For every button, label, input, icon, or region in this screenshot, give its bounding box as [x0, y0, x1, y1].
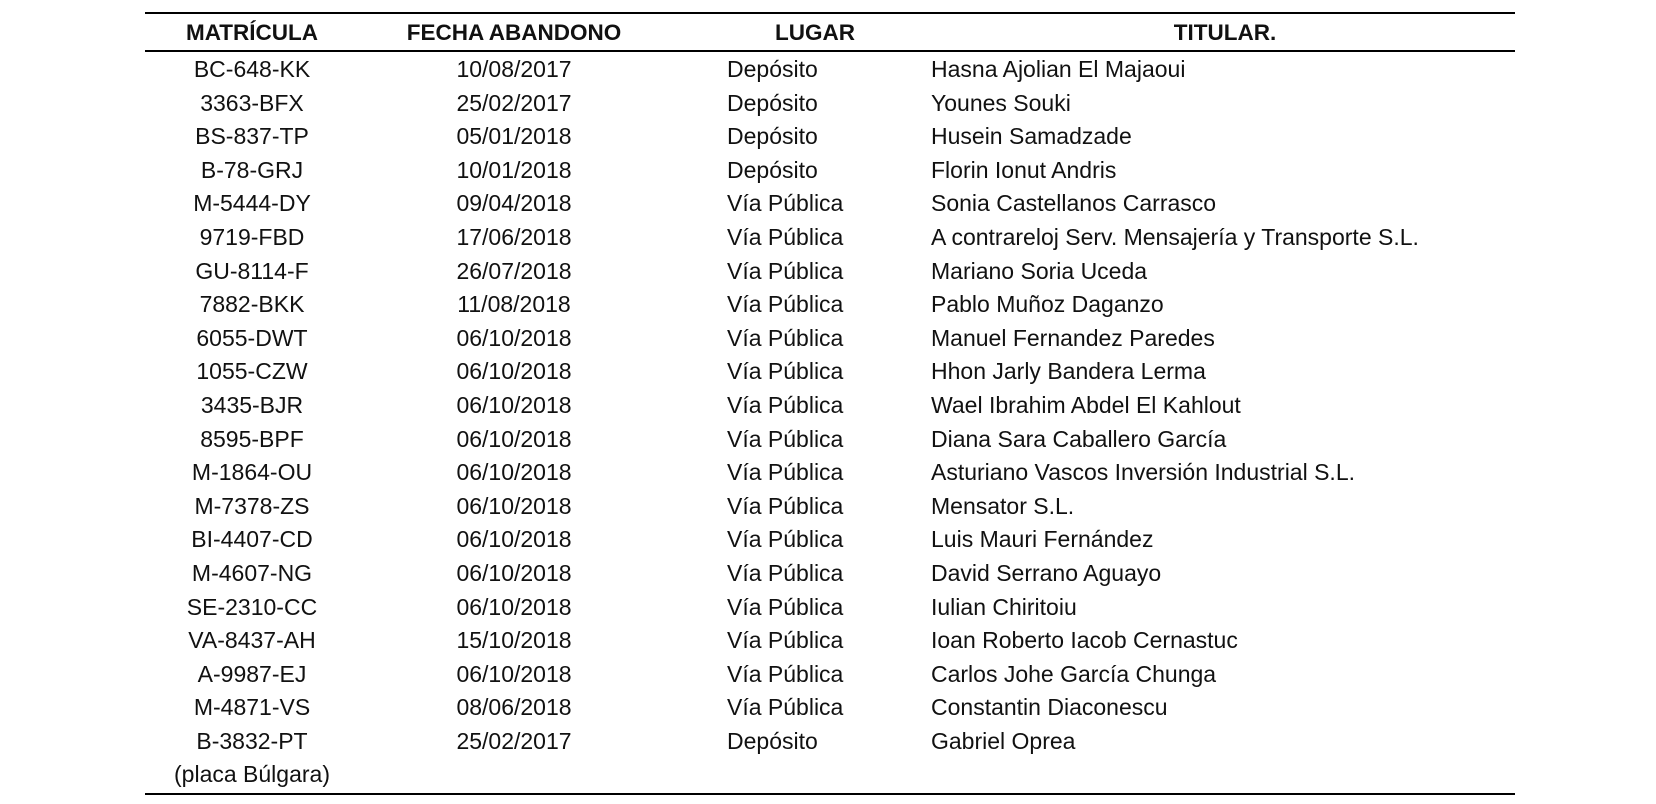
cell-fecha: 15/10/2018 — [456, 627, 572, 654]
cell-matricula: 1055-CZW — [196, 358, 308, 385]
cell-matricula: BC-648-KK — [193, 56, 311, 82]
table-row — [145, 120, 1515, 154]
header-matricula: MATRÍCULA — [185, 20, 319, 45]
table-row — [145, 658, 1515, 692]
cell-matricula-note: (placa Búlgara) — [174, 760, 330, 787]
cell-titular: Manuel Fernandez Paredes — [931, 324, 1215, 351]
table-row — [145, 523, 1515, 557]
cell-lugar: Vía Pública — [727, 526, 844, 553]
cell-lugar: Vía Pública — [727, 593, 844, 620]
cell-lugar: Vía Pública — [727, 324, 844, 351]
cell-fecha: 06/10/2018 — [456, 526, 572, 553]
cell-matricula: M-4607-NG — [191, 559, 313, 586]
cell-matricula: 7882-BKK — [199, 291, 305, 318]
table-row — [145, 154, 1515, 188]
cell-fecha: 06/10/2018 — [456, 559, 572, 586]
table-row — [145, 187, 1515, 221]
cell-titular: A contrareloj Serv. Mensajería y Transporte S.L. — [931, 223, 1419, 250]
table-row — [145, 255, 1515, 289]
cell-fecha: 25/02/2017 — [456, 727, 572, 754]
cell-lugar: Vía Pública — [727, 391, 844, 418]
cell-titular: Hasna Ajolian El Majaoui — [931, 56, 1186, 82]
cell-titular: Florin Ionut Andris — [931, 156, 1117, 183]
table-row — [145, 389, 1515, 423]
cell-lugar: Vía Pública — [727, 694, 844, 721]
cell-lugar: Vía Pública — [727, 425, 844, 452]
cell-fecha: 10/01/2018 — [456, 156, 572, 183]
cell-titular: Iulian Chiritoiu — [931, 593, 1077, 620]
cell-matricula: 3363-BFX — [200, 89, 304, 116]
cell-fecha: 11/08/2018 — [457, 291, 571, 318]
header-lugar: LUGAR — [775, 20, 855, 45]
table-row — [145, 456, 1515, 490]
cell-fecha: 06/10/2018 — [456, 492, 572, 519]
table-row — [145, 591, 1515, 625]
cell-titular: Luis Mauri Fernández — [931, 526, 1154, 553]
table-row — [145, 725, 1515, 793]
header-fecha-abandono: FECHA ABANDONO — [406, 20, 622, 45]
cell-matricula: M-4871-VS — [193, 694, 311, 721]
cell-fecha: 05/01/2018 — [456, 123, 572, 150]
table-row — [145, 221, 1515, 255]
cell-fecha: 09/04/2018 — [456, 190, 572, 217]
cell-matricula: M-1864-OU — [191, 459, 313, 486]
table-row — [145, 322, 1515, 356]
cell-titular: Ioan Roberto Iacob Cernastuc — [931, 627, 1238, 654]
table-row — [145, 355, 1515, 389]
cell-titular: Asturiano Vascos Inversión Industrial S.L. — [931, 459, 1356, 486]
cell-matricula: GU-8114-F — [195, 257, 309, 284]
cell-matricula: B-78-GRJ — [200, 156, 304, 183]
cell-titular: Pablo Muñoz Daganzo — [931, 291, 1164, 318]
cell-titular: David Serrano Aguayo — [931, 559, 1162, 586]
cell-titular: Hhon Jarly Bandera Lerma — [931, 358, 1206, 385]
cell-matricula: A-9987-EJ — [197, 660, 307, 687]
cell-lugar: Vía Pública — [727, 660, 844, 687]
cell-fecha: 06/10/2018 — [456, 324, 572, 351]
table-row — [145, 557, 1515, 591]
cell-fecha: 06/10/2018 — [456, 391, 572, 418]
cell-matricula: 3435-BJR — [200, 391, 304, 418]
cell-fecha: 06/10/2018 — [456, 358, 572, 385]
cell-lugar: Vía Pública — [727, 190, 844, 217]
cell-titular: Constantin Diaconescu — [931, 694, 1168, 721]
cell-lugar: Depósito — [727, 727, 818, 754]
cell-lugar: Depósito — [727, 156, 818, 183]
table-body — [145, 53, 1515, 793]
cell-titular: Younes Souki — [931, 89, 1071, 116]
table-row — [145, 624, 1515, 658]
cell-lugar: Vía Pública — [727, 358, 844, 385]
cell-matricula: 8595-BPF — [200, 425, 304, 452]
cell-matricula: M-5444-DY — [193, 190, 311, 217]
table-row — [145, 288, 1515, 322]
cell-fecha: 08/06/2018 — [456, 694, 572, 721]
cell-titular: Mensator S.L. — [931, 492, 1075, 519]
cell-matricula: VA-8437-AH — [188, 627, 316, 654]
cell-matricula: BS-837-TP — [195, 123, 309, 150]
cell-lugar: Vía Pública — [727, 559, 844, 586]
table-row — [145, 87, 1515, 121]
cell-titular: Wael Ibrahim Abdel El Kahlout — [931, 391, 1241, 418]
cell-lugar: Vía Pública — [727, 459, 844, 486]
cell-fecha: 06/10/2018 — [456, 425, 572, 452]
cell-lugar: Vía Pública — [727, 627, 844, 654]
cell-lugar: Depósito — [727, 89, 818, 116]
cell-titular: Husein Samadzade — [931, 123, 1132, 150]
table-row — [145, 490, 1515, 524]
cell-titular: Carlos Johe García Chunga — [931, 660, 1217, 687]
cell-lugar: Vía Pública — [727, 291, 844, 318]
cell-fecha: 06/10/2018 — [456, 593, 572, 620]
cell-fecha: 10/08/2017 — [456, 56, 572, 82]
cell-matricula: M-7378-ZS — [194, 492, 310, 519]
table-row — [145, 691, 1515, 725]
cell-fecha: 06/10/2018 — [456, 459, 572, 486]
cell-fecha: 06/10/2018 — [456, 660, 572, 687]
cell-lugar: Vía Pública — [727, 257, 844, 284]
cell-matricula: B-3832-PT — [196, 727, 308, 754]
cell-matricula: SE-2310-CC — [186, 593, 318, 620]
table-row — [145, 53, 1515, 87]
cell-matricula: 9719-FBD — [199, 223, 305, 250]
abandoned-vehicles-table — [145, 12, 1515, 795]
cell-matricula: BI-4407-CD — [191, 526, 313, 553]
cell-titular: Gabriel Oprea — [931, 727, 1076, 754]
cell-fecha: 17/06/2018 — [456, 223, 572, 250]
cell-titular: Mariano Soria Uceda — [931, 257, 1148, 284]
cell-lugar: Vía Pública — [727, 223, 844, 250]
cell-lugar: Depósito — [727, 56, 818, 82]
cell-fecha: 26/07/2018 — [456, 257, 572, 284]
table-row — [145, 423, 1515, 457]
header-titular: TITULAR. — [1173, 20, 1277, 45]
cell-fecha: 25/02/2017 — [456, 89, 572, 116]
cell-titular: Sonia Castellanos Carrasco — [931, 190, 1217, 217]
cell-lugar: Depósito — [727, 123, 818, 150]
cell-lugar: Vía Pública — [727, 492, 844, 519]
table-header-row — [145, 14, 1515, 52]
cell-matricula: 6055-DWT — [196, 324, 308, 351]
cell-titular: Diana Sara Caballero García — [931, 425, 1227, 452]
